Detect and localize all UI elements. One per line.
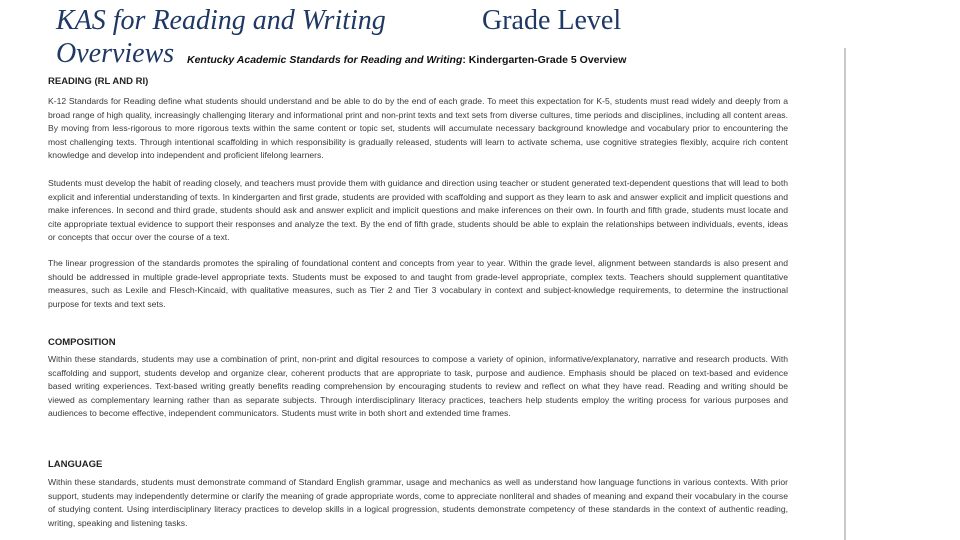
reading-paragraph-2: Students must develop the habit of reading closely, and teachers must provide them with guidance and direction using teacher or student generated text-dependent questions that will lead to both explicit and inferential understanding of texts. In kindergarten and first grade, students are provided with scaffolding and support as they learn to ask and answer explicit and implicit questions and make inferences. In second and third grade, students should ask and answer explicit and implicit questions and make inferences on their own. In fourth and fifth grade, students must locate and cite appropriate textual evidence to support their responses and analyze the text. By the end of fifth grade, students should be able to explain the relationships between individuals, events, ideas or concepts that occur over the course of a text. [48, 178, 788, 242]
section-heading-reading: READING (RL AND RI) [48, 76, 149, 87]
language-paragraph: Within these standards, students must demonstrate command of Standard English grammar, usage and mechanics as well as understand how language functions in various contexts. With prior support, students may independently determine or clarify the meaning of grade appropriate words, come to appreciate nonliteral and shades of meaning and expand their vocabulary in the course of studying content. Using interdisciplinary literacy practices to develop skills in a logical progression, students demonstrate competency of these standards in the context of authentic reading, writing, speaking and listening tasks. [48, 477, 788, 528]
composition-paragraph: Within these standards, students may use a combination of print, non-print and digital resources to compose a variety of opinion, informative/explanatory, narrative and research products. With scaffolding and support, students develop and organize clear, coherent products that are appropriate to task, purpose and audience. Emphasis should be placed on text-based and evidence based writing experiences. Text-based writing greatly benefits reading comprehension by encouraging students to review and reflect on what they have read. Reading and writing should be viewed as complementary learning rather than as separate subjects. Through interdisciplinary literacy practices, teachers help students employ the writing process for various purposes and audiences to become effective, independent communicators. Students must write in both short and extended time frames. [48, 354, 788, 418]
slide-title: KAS for Reading and Writing Overviews [56, 5, 386, 69]
document-title [187, 54, 626, 66]
document-title-italic: Kentucky Academic Standards for Reading and Writing [187, 54, 463, 66]
document-page [44, 48, 844, 540]
section-heading-composition: COMPOSITION [48, 337, 116, 348]
reading-paragraph-1: K-12 Standards for Reading define what students should understand and be able to do by the end of each grade. To meet this expectation for K-5, students must read widely and deeply from a broad range of high quality, increasingly challenging literary and informational print and non-print texts and text sets from diverse cultures, time periods and disciplines, including all content areas. By moving from less-rigorous to more rigorous texts within the same content or topic set, students will accumulate necessary background knowledge and vocabulary prior to encountering the most challenging texts. Through intentional scaffolding in which responsibility is gradually released, students will learn to activate schema, use cognitive strategies flexibly, acquire rich content knowledge and develop into independent and proficient lifelong learners. [48, 96, 788, 160]
slide-title-grade-level: Grade Level [482, 5, 622, 36]
document-title-rest: : Kindergarten-Grade 5 Overview [462, 54, 627, 66]
section-heading-language: LANGUAGE [48, 459, 103, 470]
reading-paragraph-3: The linear progression of the standards promotes the spiraling of foundational content and concepts from year to year. Within the grade level, alignment between standards is also present and should be addressed in multiple grade-level appropriate texts. Students must be exposed to and taught from grade-level appropriate, complex texts. Teachers should supplement quantitative measures, such as Lexile and Flesch-Kincaid, with qualitative measures, such as Tier 2 and Tier 3 vocabulary in context and subject-knowledge requirements, to determine the instructional purpose for texts and text sets. [48, 258, 788, 309]
page-edge-divider [844, 48, 846, 540]
